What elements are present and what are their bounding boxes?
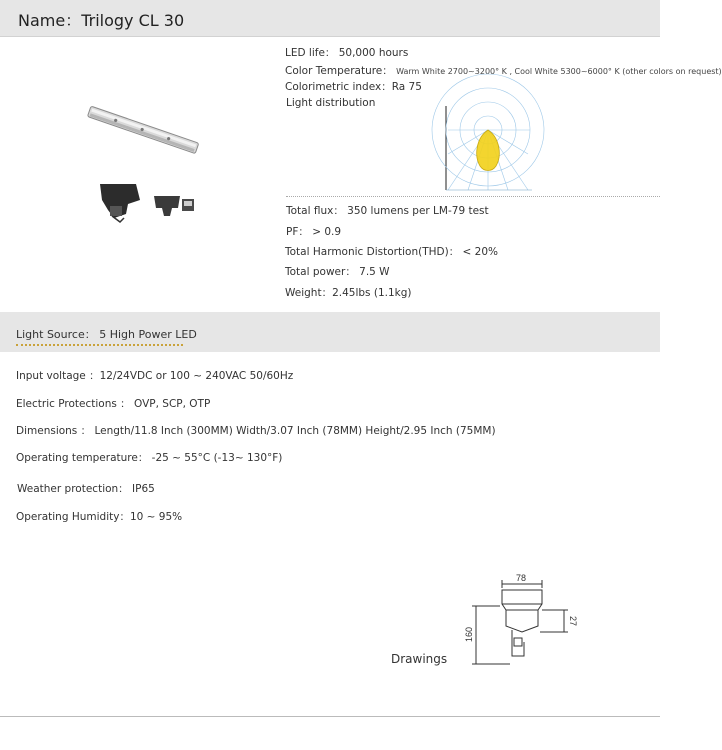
section-divider [286, 196, 660, 197]
total-power: Total power： 7.5 W [285, 266, 390, 278]
input-voltage: Input voltage ：12/24VDC or 100 ~ 240VAC 50/60Hz [16, 370, 294, 382]
dim-top-label: 78 [516, 573, 527, 583]
light-source-label: Light Source： 5 High Power LED [16, 328, 197, 341]
product-photo [84, 100, 208, 230]
electric-protections: Electric Protections ： OVP, SCP, OTP [16, 398, 211, 410]
light-source-band [0, 312, 660, 352]
product-name [18, 8, 184, 31]
dim-right-label: 27 [568, 616, 578, 627]
dimensions: Dimensions ： Length/11.8 Inch (300MM) Width/3.07 Inch (78MM) Height/2.95 Inch (75MM) [16, 425, 496, 437]
weight: Weight：2.45lbs (1.1kg) [285, 287, 412, 299]
operating-temperature: Operating temperature： -25 ~ 55°C (-13~ 130°F) [16, 452, 283, 464]
light-distribution-label: Light distribution [286, 97, 376, 109]
drawings-label: Drawings [391, 652, 448, 666]
color-temperature [285, 63, 722, 78]
dim-side-label: 160 [464, 626, 474, 642]
total-harmonic-distortion: Total Harmonic Distortion(THD)： < 20% [285, 246, 498, 258]
product-header [0, 0, 660, 37]
colorimetric-index: Colorimetric index：Ra 75 [285, 81, 422, 93]
total-flux: Total flux： 350 lumens per LM-79 test [286, 205, 489, 217]
power-factor: PF： > 0.9 [286, 226, 342, 238]
operating-humidity: Operating Humidity：10 ~ 95% [16, 511, 183, 523]
color-temperature-label: Color Temperature： [285, 65, 393, 77]
led-life: LED life： 50,000 hours [285, 47, 409, 59]
technical-drawing [462, 570, 592, 676]
light-distribution-diagram [440, 104, 536, 192]
light-source-underline [16, 344, 183, 346]
product-name-value: Trilogy CL 30 [81, 11, 185, 30]
weather-protection: Weather protection： IP65 [17, 483, 155, 495]
name-label: Name： [18, 11, 82, 30]
footer-divider [0, 716, 660, 717]
color-temperature-value: Warm White 2700~3200° K , Cool White 5300~6000° K (other colors on request) [396, 67, 722, 76]
